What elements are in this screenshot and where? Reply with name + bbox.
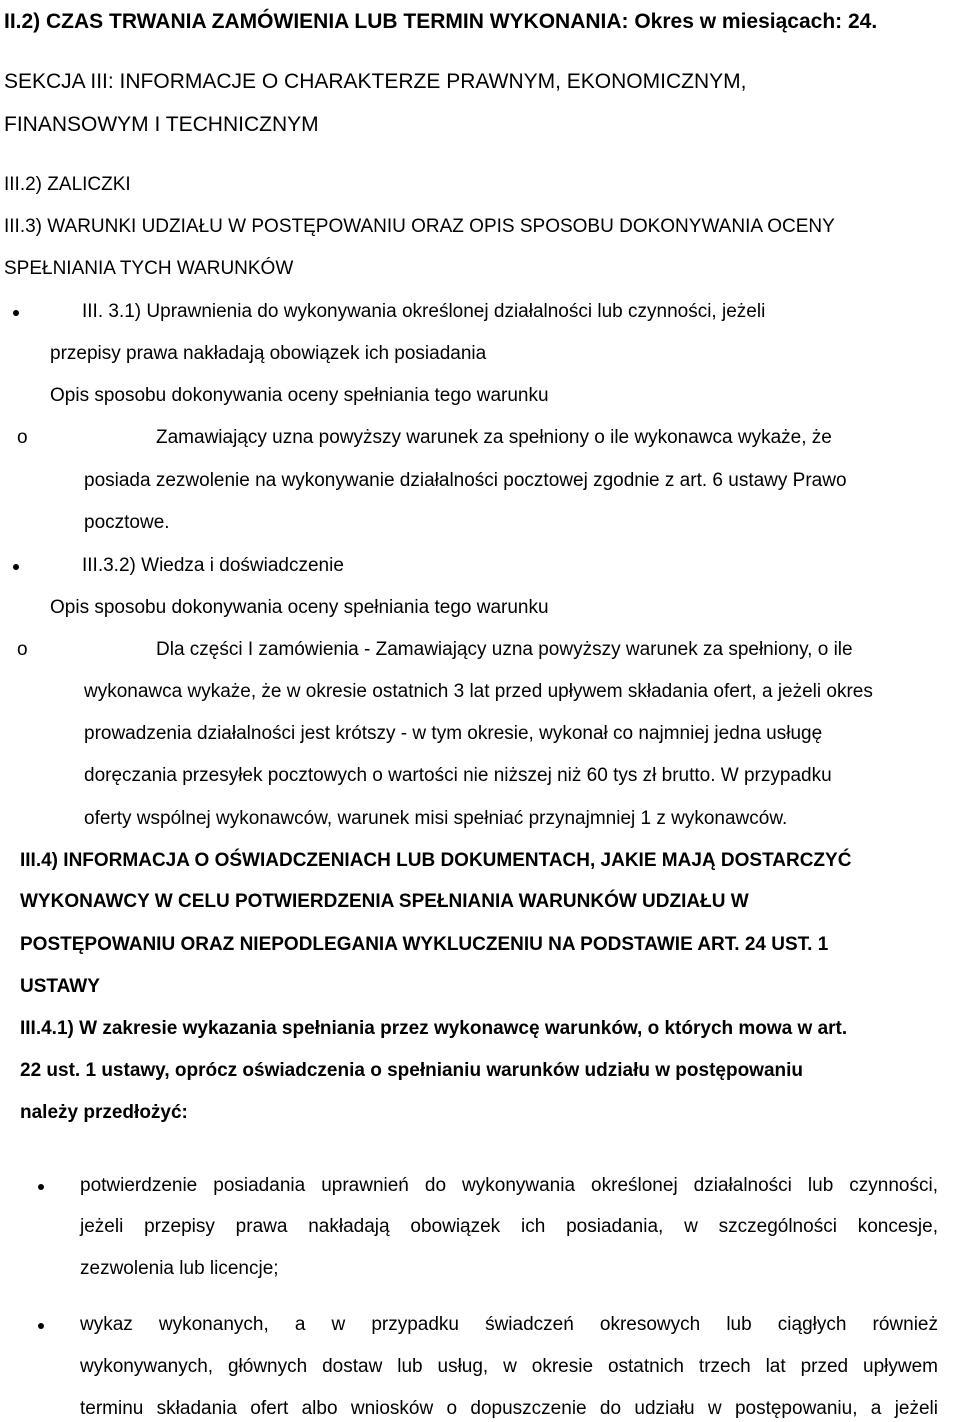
heading-iii4-line-2: WYKONAWCY W CELU POTWIERDZENIA SPEŁNIANIA WARUNKÓW UDZIAŁU W — [20, 891, 749, 912]
assessment-label-2: Opis sposobu dokonywania oceny spełniania tego warunku — [50, 597, 549, 618]
list-item-1-line-2: jeżeli przepisy prawa nakładają obowiązek ich posiadania, w szczególności koncesje, — [80, 1216, 938, 1237]
heading-iii32: III.3.2) Wiedza i doświadczenie — [82, 555, 344, 576]
heading-iii31-line-2: przepisy prawa nakładają obowiązek ich posiadania — [50, 343, 487, 364]
condition-1-line-1: Zamawiający uzna powyższy warunek za spełniony o ile wykonawca wykaże, że — [156, 427, 832, 448]
list-item-2-line-1: wykaz wykonanych, a w przypadku świadczeń okresowych lub ciągłych również — [80, 1314, 938, 1335]
heading-iii41-line-1: III.4.1) W zakresie wykazania spełniania przez wykonawcę warunków, o których mowa w art. — [20, 1018, 848, 1039]
condition-2-line-3: prowadzenia działalności jest krótszy - w tym okresie, wykonał co najmniej jedna usługę — [84, 723, 823, 744]
heading-iii4-line-1: III.4) INFORMACJA O OŚWIADCZENIACH LUB DOKUMENTACH, JAKIE MAJĄ DOSTARCZYĆ — [20, 850, 852, 871]
condition-2-line-1: Dla części I zamówienia - Zamawiający uzna powyższy warunek za spełniony, o ile — [156, 639, 853, 660]
heading-iii4-line-3: POSTĘPOWANIU ORAZ NIEPODLEGANIA WYKLUCZENIU NA PODSTAWIE ART. 24 UST. 1 — [20, 934, 829, 955]
condition-1-line-3: pocztowe. — [84, 512, 170, 533]
list-item-1-line-3: zezwolenia lub licencje; — [80, 1258, 279, 1279]
heading-iii41-line-3: należy przedłożyć: — [20, 1102, 188, 1123]
circle-bullet-icon: o — [17, 427, 28, 448]
list-item-2-line-3: terminu składania ofert albo wniosków o dopuszczenie do udziału w postępowaniu, a jeżeli — [80, 1398, 938, 1419]
list-item-2-line-2: wykonywanych, głównych dostaw lub usług, w okresie ostatnich trzech lat przed upływem — [80, 1356, 938, 1377]
condition-2-line-5: oferty wspólnej wykonawców, warunek misi spełniać przynajmniej 1 z wykonawców. — [84, 808, 788, 829]
heading-iii2: III.2) ZALICZKI — [4, 174, 131, 195]
duration-line: II.2) CZAS TRWANIA ZAMÓWIENIA LUB TERMIN WYKONANIA: Okres w miesiącach: 24. — [4, 10, 878, 33]
condition-2-line-4: doręczania przesyłek pocztowych o wartości nie niższej niż 60 tys zł brutto. W przypadku — [84, 765, 832, 786]
circle-bullet-icon: o — [17, 639, 28, 660]
condition-2-line-2: wykonawca wykaże, że w okresie ostatnich 3 lat przed upływem składania ofert, a jeżeli okres — [84, 681, 873, 702]
section-title-line-1: SEKCJA III: INFORMACJE O CHARAKTERZE PRAWNYM, EKONOMICZNYM, — [4, 70, 747, 93]
heading-iii31-line-1: III. 3.1) Uprawnienia do wykonywania określonej działalności lub czynności, jeżeli — [82, 301, 766, 322]
list-item-1-line-1: potwierdzenie posiadania uprawnień do wykonywania określonej działalności lub czynności, — [80, 1175, 938, 1196]
section-title-line-2: FINANSOWYM I TECHNICZNYM — [4, 113, 319, 136]
heading-iii3-line-1: III.3) WARUNKI UDZIAŁU W POSTĘPOWANIU ORAZ OPIS SPOSOBU DOKONYWANIA OCENY — [4, 216, 835, 237]
condition-1-line-2: posiada zezwolenie na wykonywanie działalności pocztowej zgodnie z art. 6 ustawy Prawo — [84, 470, 847, 491]
heading-iii41-line-2: 22 ust. 1 ustawy, oprócz oświadczenia o spełnianiu warunków udziału w postępowaniu — [20, 1060, 804, 1081]
heading-iii4-line-4: USTAWY — [20, 976, 100, 997]
heading-iii3-line-2: SPEŁNIANIA TYCH WARUNKÓW — [4, 258, 294, 279]
assessment-label-1: Opis sposobu dokonywania oceny spełniania tego warunku — [50, 385, 549, 406]
bullet-icon — [13, 310, 19, 316]
bullet-icon — [38, 1184, 44, 1190]
bullet-icon — [13, 564, 19, 570]
bullet-icon — [38, 1323, 44, 1329]
